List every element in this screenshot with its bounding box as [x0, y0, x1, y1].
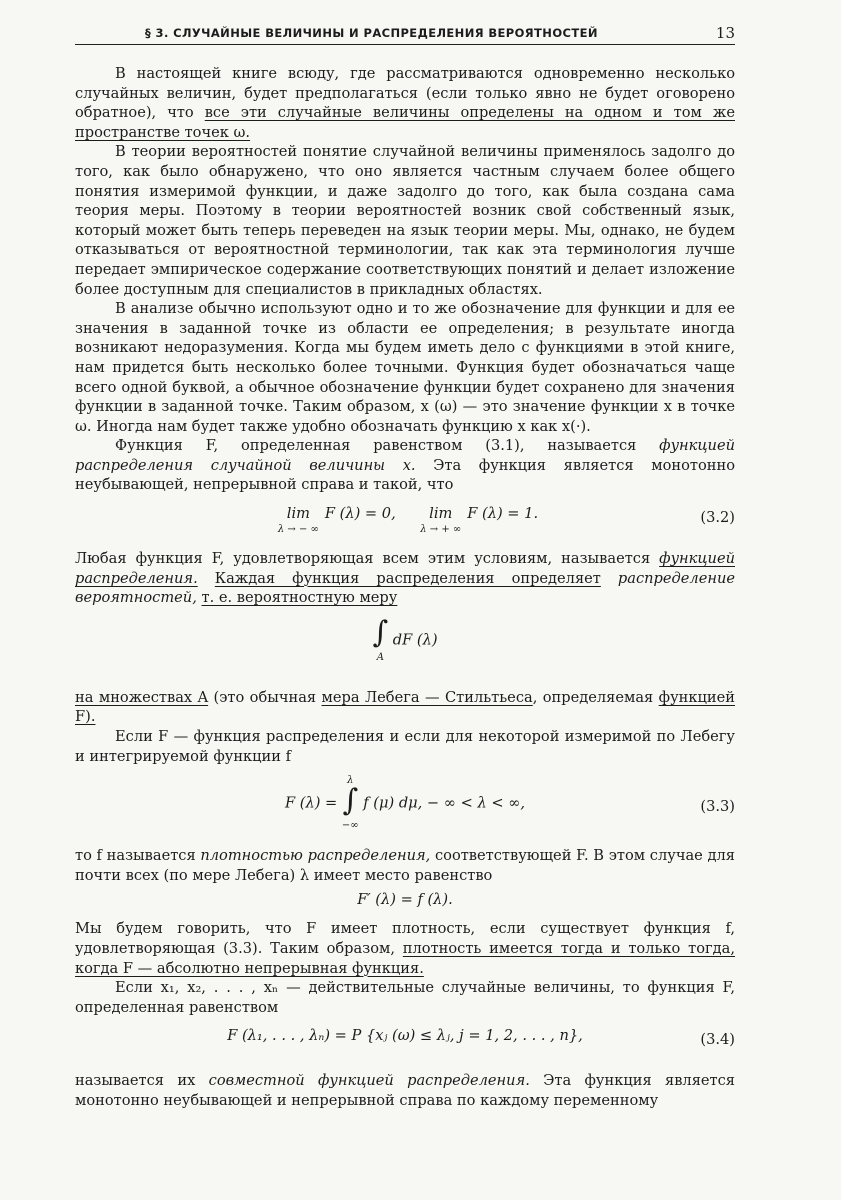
paragraph-joint-distribution [75, 1071, 735, 1110]
text-run: Любая функция F, удовлетворяющая всем этим условиям, называется [75, 550, 660, 568]
underlined-text: мера Лебега — Стильтьеса [321, 688, 533, 706]
equation-integral-measure [75, 608, 735, 688]
equation-part: F (λ₁, . . . , λₙ) = P {xⱼ (ω) ≤ λⱼ, j = 1, 2, . . . , n}, [227, 1027, 583, 1045]
text-run: , определяемая [532, 688, 659, 706]
paragraph-history: В теории вероятностей понятие случайной величины применялось задолго до того, как было обнаружено, что оно является частным случаем более общего понятия измеримой функции, и даже задолго до того, как была создана сама теория меры. Поэтому в теории вероятностей возник свой собственный язык, который может быть теперь переведен на язык теории меры. Мы, однако, не будем отказываться от вероятностной терминологии, так как эта терминология лучше передает эмпирическое содержание соответствующих понятий и делает изложение более доступным для специалистов в прикладных областях. [75, 143, 735, 298]
lim-subscript: λ → + ∞ [420, 524, 462, 536]
integral-lower-limit: A [376, 651, 384, 663]
equation-derivative [75, 885, 735, 919]
integral-upper-limit: λ [347, 775, 354, 787]
paragraph-distribution-function [75, 436, 735, 495]
equation-3-4 [75, 1017, 735, 1071]
equation-part: dF (λ) [392, 631, 438, 649]
equation-part: f (μ) dμ, − ∞ < λ < ∞, [363, 794, 526, 812]
paragraph-absolute-continuity [75, 919, 735, 978]
equation-part: F (λ) = 0, [324, 505, 396, 523]
limit-minus-infinity [278, 503, 319, 535]
text-run: Эта функция является монотонно неубывающей и непрерывной справа по каждому переменному [75, 1072, 735, 1109]
equation-number: (3.3) [700, 798, 735, 816]
equation-part: F (λ) = 1. [467, 505, 539, 523]
paragraph-joint-intro: Если x₁, x₂, . . . , xₙ — действительные случайные величины, то функция F, определенная равенством [75, 979, 735, 1016]
section-title: § 3. СЛУЧАЙНЫЕ ВЕЛИЧИНЫ И РАСПРЕДЕЛЕНИЯ ВЕРОЯТНОСТЕЙ [145, 26, 598, 40]
underlined-text: функцией F). [75, 688, 735, 726]
text-run: Эта функция является монотонно неубывающей, непрерывной справа и такой, что [75, 456, 735, 494]
equation-part: F′ (λ) = f (λ). [357, 891, 453, 909]
italic-term: совместной функцией распределения. [208, 1072, 530, 1090]
integral-sign [372, 614, 389, 663]
text-run: (это обычная [208, 688, 322, 706]
text-run: то f называется [75, 847, 201, 865]
paragraph-any-function [75, 549, 735, 608]
equation-3-3 [75, 766, 735, 846]
body-text [75, 64, 735, 1111]
underlined-text: на множествах A [75, 688, 209, 706]
lim-operator: lim [286, 505, 310, 523]
paragraph-notation: В анализе обычно используют одно и то же обозначение для функции и для ее значения в заданной точке из области ее определения; в результате иногда возникают недоразумения. Когда мы будем иметь дело с функциями в этой книге, нам придется быть несколько более точными. Функция будет обозначаться чаще всего одной буквой, а обычное обозначение функции будет сохранено для значения функции в заданной точке. Таким образом, x (ω) — это значение функции x в точке ω. Иногда нам будет также удобно обозначать функцию x как x(·). [75, 300, 735, 435]
running-header [75, 22, 735, 45]
paragraph-lebesgue-stieltjes [75, 688, 735, 727]
italic-term: функцией распределения. [75, 550, 735, 587]
text-run: соответствующей F. В этом случае для почти всех (по мере Лебега) λ имеет место равенство [75, 847, 735, 884]
text-run: Функция F, определенная равенством (3.1), называется [115, 437, 660, 455]
underlined-text: т. е. вероятностную меру [201, 589, 398, 607]
underlined-text: плотность имеется тогда и только тогда, когда F — абсолютно непрерывная функция. [75, 940, 735, 977]
equation-3-2 [75, 495, 735, 549]
paragraph-common-space [75, 64, 735, 142]
text-run: В настоящей книге всюду, где рассматриваются одновременно несколько случайных величин, будет предполагаться (если только явно не будет оговорено обратное), что [75, 65, 735, 122]
paragraph-density-definition [75, 846, 735, 885]
integral-symbol: ∫ [342, 783, 359, 819]
page-number: 13 [715, 24, 735, 42]
lim-operator: lim [429, 505, 453, 523]
text-run: называется их [75, 1072, 209, 1090]
equation-number: (3.4) [700, 1031, 735, 1049]
integral-lower-limit: −∞ [341, 820, 359, 832]
italic-term: распределение вероятностей, [75, 569, 735, 607]
underlined-text: Каждая функция распределения определяет [214, 569, 601, 587]
text-run: Мы будем говорить, что F имеет плотность, если существует функция f, удовлетворяющая (3.3). Таким образом, [75, 920, 735, 957]
equation-part: F (λ) = [284, 794, 342, 812]
italic-term: функцией распределения случайной величины x. [75, 437, 735, 474]
italic-term: плотностью распределения, [200, 847, 431, 865]
lim-subscript: λ → − ∞ [277, 524, 319, 536]
equation-number: (3.2) [700, 509, 735, 527]
integral-symbol: ∫ [372, 614, 389, 650]
underlined-text: все эти случайные величины определены на одном и том же пространстве точек ω. [75, 104, 735, 141]
integral-sign [342, 776, 359, 831]
limit-plus-infinity [420, 503, 461, 535]
paragraph-density-condition: Если F — функция распределения и если для некоторой измеримой по Лебегу и интегрируемой функции f [75, 728, 735, 765]
